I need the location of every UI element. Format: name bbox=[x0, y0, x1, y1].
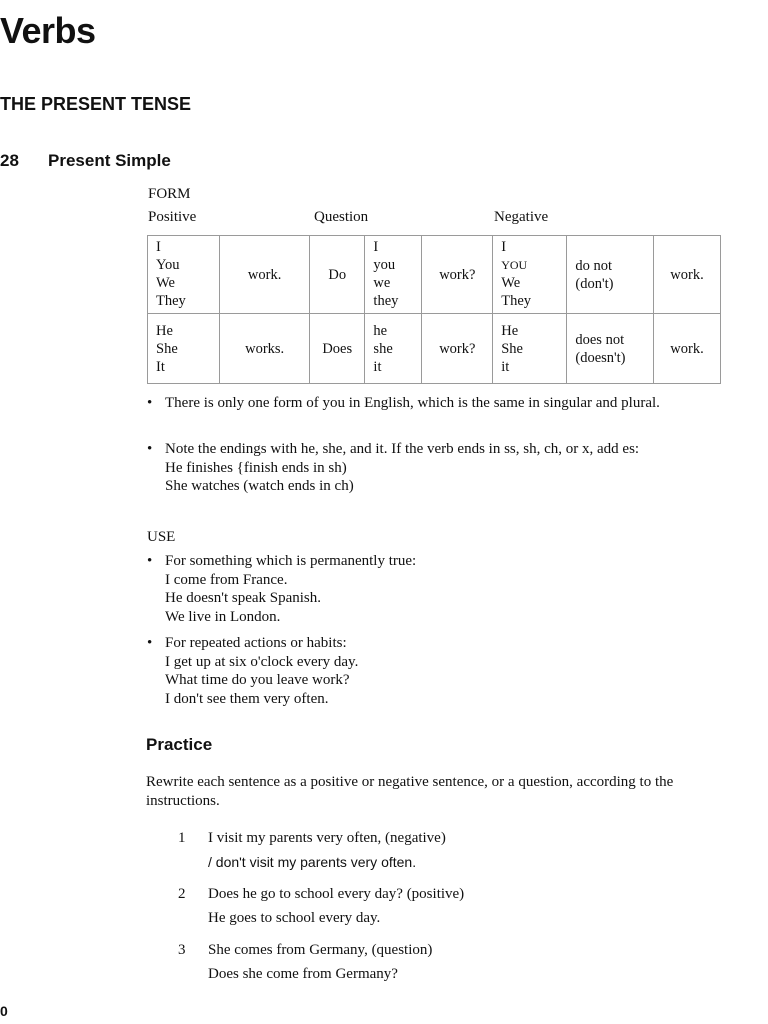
negative-subjects: I YOU We They bbox=[493, 236, 567, 314]
practice-title: Practice bbox=[146, 735, 213, 754]
practice-item bbox=[178, 941, 738, 983]
note-text: There is only one form of you in English, which is the same in singular and plural. bbox=[165, 395, 660, 411]
item-answer: / don't visit my parents very often. bbox=[208, 854, 417, 870]
unit-title: Present Simple bbox=[48, 151, 171, 170]
note-bullet bbox=[147, 394, 747, 413]
negative-verb: work. bbox=[654, 236, 721, 314]
item-prompt: I visit my parents very often, (negative) bbox=[208, 830, 446, 846]
table-row bbox=[148, 314, 721, 384]
page-number: 0 bbox=[0, 1003, 8, 1019]
column-header-question: Question bbox=[314, 209, 369, 225]
example-line: He doesn't speak Spanish. bbox=[165, 590, 322, 606]
negative-auxiliary: does not (doesn't) bbox=[567, 314, 654, 384]
example-line: I come from France. bbox=[165, 571, 288, 588]
conjugation-table bbox=[147, 235, 721, 384]
example-line: I get up at six o'clock every day. bbox=[165, 653, 359, 670]
question-verb: work? bbox=[422, 236, 493, 314]
question-subjects: I you we they bbox=[365, 236, 422, 314]
use-bullet bbox=[147, 552, 747, 626]
section-heading: THE PRESENT TENSE bbox=[0, 94, 192, 114]
column-header-negative: Negative bbox=[494, 209, 549, 225]
item-answer: He goes to school every day. bbox=[208, 910, 381, 926]
positive-verb: work. bbox=[220, 236, 310, 314]
negative-auxiliary: do not (don't) bbox=[567, 236, 654, 314]
question-subjects: he she it bbox=[365, 314, 422, 384]
question-auxiliary: Do bbox=[310, 236, 365, 314]
practice-instructions: Rewrite each sentence as a positive or negative sentence, or a question, according to the instructions. bbox=[146, 774, 674, 809]
example-line: What time do you leave work? bbox=[165, 672, 350, 688]
item-prompt: She comes from Germany, (question) bbox=[208, 942, 433, 958]
example-line: She watches (watch ends in ch) bbox=[165, 478, 354, 494]
note-bullet bbox=[147, 440, 747, 496]
item-answer: Does she come from Germany? bbox=[208, 966, 398, 982]
item-number: 3 bbox=[178, 942, 186, 958]
use-label: USE bbox=[147, 529, 176, 545]
example-line: He finishes {finish ends in sh) bbox=[165, 459, 347, 476]
bullet-icon: • bbox=[147, 635, 153, 651]
positive-verb: works. bbox=[220, 314, 310, 384]
item-number: 1 bbox=[178, 830, 186, 846]
unit-number: 28 bbox=[0, 151, 19, 170]
negative-verb: work. bbox=[654, 314, 721, 384]
practice-item bbox=[178, 829, 738, 871]
example-line: We live in London. bbox=[165, 608, 281, 625]
table-row bbox=[148, 236, 721, 314]
form-label: FORM bbox=[148, 186, 191, 202]
example-line: I don't see them very often. bbox=[165, 690, 329, 707]
use-bullet bbox=[147, 634, 747, 708]
use-text: For repeated actions or habits: bbox=[165, 635, 347, 651]
bullet-icon: • bbox=[147, 553, 153, 569]
note-text: Note the endings with he, she, and it. If the verb ends in ss, sh, ch, or x, add es: bbox=[165, 441, 640, 457]
page-title: Verbs bbox=[0, 10, 96, 51]
positive-subjects: He She It bbox=[148, 314, 220, 384]
negative-subjects: He She it bbox=[493, 314, 567, 384]
practice-item bbox=[178, 885, 738, 927]
bullet-icon: • bbox=[147, 395, 153, 411]
use-text: For something which is permanently true: bbox=[165, 553, 417, 569]
bullet-icon: • bbox=[147, 441, 153, 457]
positive-subjects: I You We They bbox=[148, 236, 220, 314]
question-verb: work? bbox=[422, 314, 493, 384]
item-prompt: Does he go to school every day? (positive) bbox=[208, 886, 465, 902]
item-number: 2 bbox=[178, 886, 186, 902]
question-auxiliary: Does bbox=[310, 314, 365, 384]
column-header-positive: Positive bbox=[148, 209, 197, 225]
